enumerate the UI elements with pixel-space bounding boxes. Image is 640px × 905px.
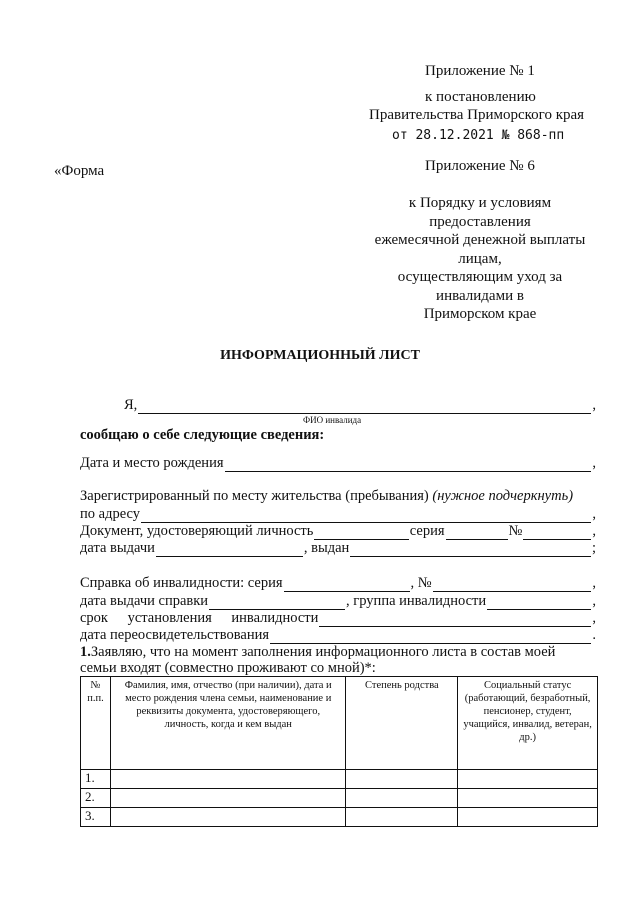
table-row [81, 808, 598, 827]
appendix-1-line: Правительства Приморского края [369, 107, 585, 123]
birth-row: Дата и место рождения , [80, 455, 596, 471]
term-label: срок установления инвалидности [80, 610, 319, 626]
address-label: по адресу [80, 506, 140, 522]
issue-row: дата выдачи , выдан ; [80, 540, 596, 556]
cell-status[interactable] [458, 808, 598, 827]
cert-series-field[interactable] [284, 578, 410, 592]
intro-text: сообщаю о себе следующие сведения: [80, 427, 325, 443]
cert-number-label: № [417, 575, 432, 591]
group-field[interactable] [487, 596, 591, 610]
paragraph-1-line-a [80, 644, 555, 661]
fio-field[interactable] [138, 400, 591, 414]
series-field[interactable] [446, 526, 508, 540]
fio-caption: ФИО инвалида [303, 415, 362, 425]
row-number: 3. [81, 808, 111, 827]
cell-relation[interactable] [346, 808, 458, 827]
cell-status[interactable] [458, 789, 598, 808]
appendix-6-title: Приложение № 6 [425, 158, 535, 174]
appendix-1-line: к постановлению [425, 89, 536, 105]
cell-status[interactable] [458, 770, 598, 789]
cell-fio[interactable] [110, 770, 345, 789]
appendix-6-line: осуществляющим уход за [397, 269, 563, 285]
number-field[interactable] [523, 526, 591, 540]
header-status: Социальный статус (работающий, безработный, пенсионер, студент, учащийся, инвалид, ветеран, др.) [458, 677, 598, 770]
term-field[interactable] [319, 613, 591, 627]
birth-label: Дата и место рождения [80, 455, 224, 471]
header-relation: Степень родства [346, 677, 458, 770]
appendix-6-line: Приморском крае [423, 306, 537, 322]
document-title: ИНФОРМАЦИОННЫЙ ЛИСТ [220, 348, 420, 363]
appendix-6-line: предоставления [429, 213, 531, 230]
registered-label: Зарегистрированный по месту жительства (пребывания) [80, 488, 429, 504]
issued-by-field[interactable] [350, 543, 591, 557]
header-fio: Фамилия, имя, отчество (при наличии), дата и место рождения члена семьи, наименование и реквизиты документа, удостоверяющего, личность, когда и кем выдан [110, 677, 345, 770]
appendix-6-line: к Порядку и условиям [408, 195, 552, 211]
issued-by-label: , выдан [303, 540, 350, 556]
group-label: группа инвалидности [353, 593, 487, 609]
address-field[interactable] [141, 509, 591, 523]
cell-relation[interactable] [346, 789, 458, 808]
cert-date-label: дата выдачи справки [80, 593, 209, 609]
paragraph-1-number: 1. [80, 644, 91, 660]
row-number: 2. [81, 789, 111, 808]
header-number: № п.п. [81, 677, 111, 770]
paragraph-1-text-b: семьи входят (совместно проживают со мной)*: [80, 660, 376, 676]
paragraph-1-text-a: Заявляю, что на момент заполнения информационного листа в состав моей [90, 644, 556, 660]
appendix-1-title: Приложение № 1 [425, 63, 535, 79]
reexam-label: дата переосвидетельствования [80, 627, 270, 643]
cert-series-label: Справка об инвалидности: серия [80, 575, 283, 591]
decree-date-number: от 28.12.2021 № 868-пп [392, 128, 565, 143]
table-header-row [81, 677, 598, 770]
cert-row: Справка об инвалидности: серия , № , [80, 575, 596, 591]
fio-row: Я, , [124, 397, 596, 413]
appendix-6-line: лицам, [458, 250, 502, 267]
cell-relation[interactable] [346, 770, 458, 789]
term-row: срок установления инвалидности , [80, 610, 596, 626]
row-number: 1. [81, 770, 111, 789]
registered-note: (нужное подчеркнуть) [432, 488, 574, 504]
reexam-field[interactable] [270, 630, 591, 644]
cert-date-field[interactable] [209, 596, 345, 610]
table-row [81, 789, 598, 808]
issue-date-label: дата выдачи [80, 540, 155, 556]
cert-number-field[interactable] [433, 578, 592, 592]
appendix-6-line: ежемесячной денежной выплаты [374, 232, 586, 248]
registered-line [80, 488, 573, 505]
id-doc-label: Документ, удостоверяющий личность [80, 523, 314, 539]
id-doc-field[interactable] [314, 526, 408, 540]
address-row: по адресу , [80, 506, 596, 522]
cell-fio[interactable] [110, 808, 345, 827]
id-doc-row: Документ, удостоверяющий личность серия № , [80, 523, 596, 539]
form-label: «Форма [54, 163, 105, 179]
family-table [80, 676, 598, 827]
cert-date-row: дата выдачи справки , группа инвалидности , [80, 593, 596, 609]
ya-label: Я, [124, 397, 138, 413]
reexam-row: дата переосвидетельствования . [80, 627, 596, 643]
appendix-6-line: инвалидами в [436, 287, 524, 304]
issue-date-field[interactable] [156, 543, 303, 557]
series-label: серия [409, 523, 445, 539]
cell-fio[interactable] [110, 789, 345, 808]
table-row [81, 770, 598, 789]
birth-field[interactable] [225, 458, 592, 472]
appendix-6-text [350, 194, 610, 324]
number-label: № [508, 523, 523, 539]
